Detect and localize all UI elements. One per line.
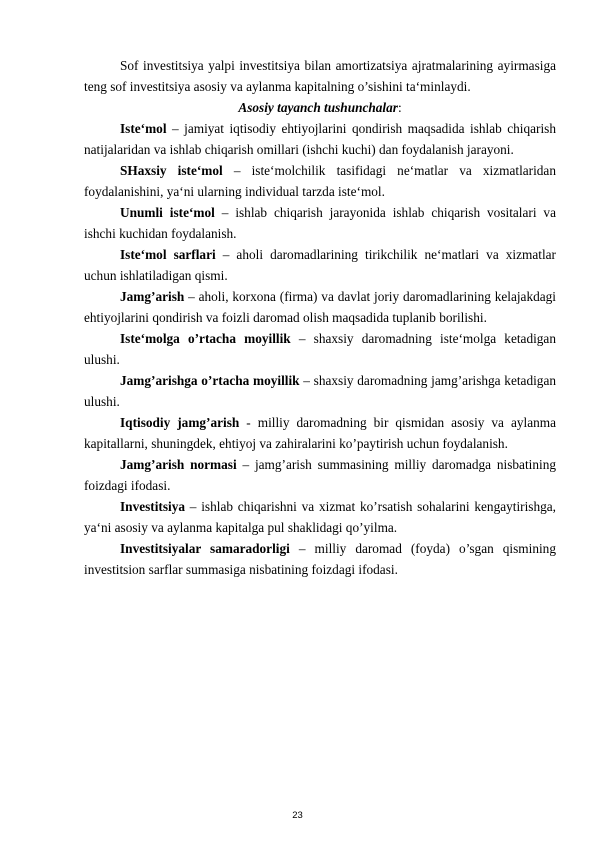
- definition-item: [84, 244, 556, 286]
- definition-text: – iste‘molchilik tasifidagi ne‘matlar va xizmatlaridan foydalanishini, ya‘ni ularning individual tarzda iste‘mol.: [84, 163, 556, 199]
- definition-text: – aholi daromadlarining tirikchilik ne‘matlari va xizmatlar uchun ishlatiladigan qismi.: [84, 247, 556, 283]
- page-number: 23: [292, 810, 303, 821]
- definition-text: – shaxsiy daromadning iste‘molga ketadigan ulushi.: [84, 331, 556, 367]
- definition-item: [84, 454, 556, 496]
- definition-term: Jamg’arish: [120, 289, 185, 304]
- definition-item: [84, 160, 556, 202]
- section-heading: [84, 97, 556, 118]
- definition-text: - milliy daromadning bir qismidan asosiy va aylanma kapitallarni, shuningdek, ehtiyoj va zahiralarini ko’paytirish uchun foydalanish.: [84, 415, 556, 451]
- section-heading-text: Asosiy tayanch tushunchalar: [238, 100, 398, 115]
- definition-text: – ishlab chiqarish jarayonida ishlab chiqarish vositalari va ishchi kuchidan foydalanish.: [84, 205, 556, 241]
- definition-item: [84, 286, 556, 328]
- definition-item: [84, 538, 556, 580]
- definition-term: Iste‘mol: [120, 121, 167, 136]
- definition-item: [84, 496, 556, 538]
- definition-text: – shaxsiy daromadning jamg’arishga ketadigan ulushi.: [84, 373, 556, 409]
- definition-term: Jamg’arish normasi: [120, 457, 237, 472]
- definition-term: Investitsiyalar samaradorligi: [120, 541, 290, 556]
- definition-item: [84, 202, 556, 244]
- definition-item: [84, 370, 556, 412]
- definition-term: Unumli iste‘mol: [120, 205, 215, 220]
- definition-term: Iqtisodiy jamg’arish: [120, 415, 240, 430]
- definition-item: [84, 328, 556, 370]
- section-heading-suffix: :: [397, 100, 402, 115]
- definitions-list: [84, 118, 556, 580]
- definition-term: Iste‘mol sarflari: [120, 247, 216, 262]
- definition-term: Investitsiya: [120, 499, 186, 514]
- definition-text: – aholi, korxona (firma) va davlat joriy daromadlarining kelajakdagi ehtiyojlarini qondirish va foizli daromad olish maqsadida tuplanib borilishi.: [84, 289, 556, 325]
- definition-text: – jamiyat iqtisodiy ehtiyojlarini qondirish maqsadida ishlab chiqarish natijalaridan va ishlab chiqarish omillari (ishchi kuchi) dan foydalanish jarayoni.: [84, 121, 556, 157]
- definition-item: [84, 412, 556, 454]
- definition-term: Iste‘molga o’rtacha moyillik: [120, 331, 291, 346]
- definition-text: – ishlab chiqarishni va xizmat ko’rsatish sohalarini kengaytirishga, ya‘ni asosiy va aylanma kapitalga pul shaklidagi qo’yilma.: [84, 499, 556, 535]
- definition-text: – jamg’arish summasining milliy daromadga nisbatining foizdagi ifodasi.: [84, 457, 556, 493]
- definition-term: Jamg’arishga o’rtacha moyillik: [120, 373, 300, 388]
- intro-paragraph: Sof investitsiya yalpi investitsiya bilan amortizatsiya ajratmalarining ayirmasiga teng sof investitsiya asosiy va aylanma kapitalning o’sishini ta‘minlaydi.: [84, 58, 556, 94]
- definition-term: SHaxsiy iste‘mol: [120, 163, 223, 178]
- definition-text: – milliy daromad (foyda) o’sgan qismining investitsion sarflar summasiga nisbatining foizdagi ifodasi.: [84, 541, 556, 577]
- page-content: [84, 55, 556, 580]
- definition-item: [84, 118, 556, 160]
